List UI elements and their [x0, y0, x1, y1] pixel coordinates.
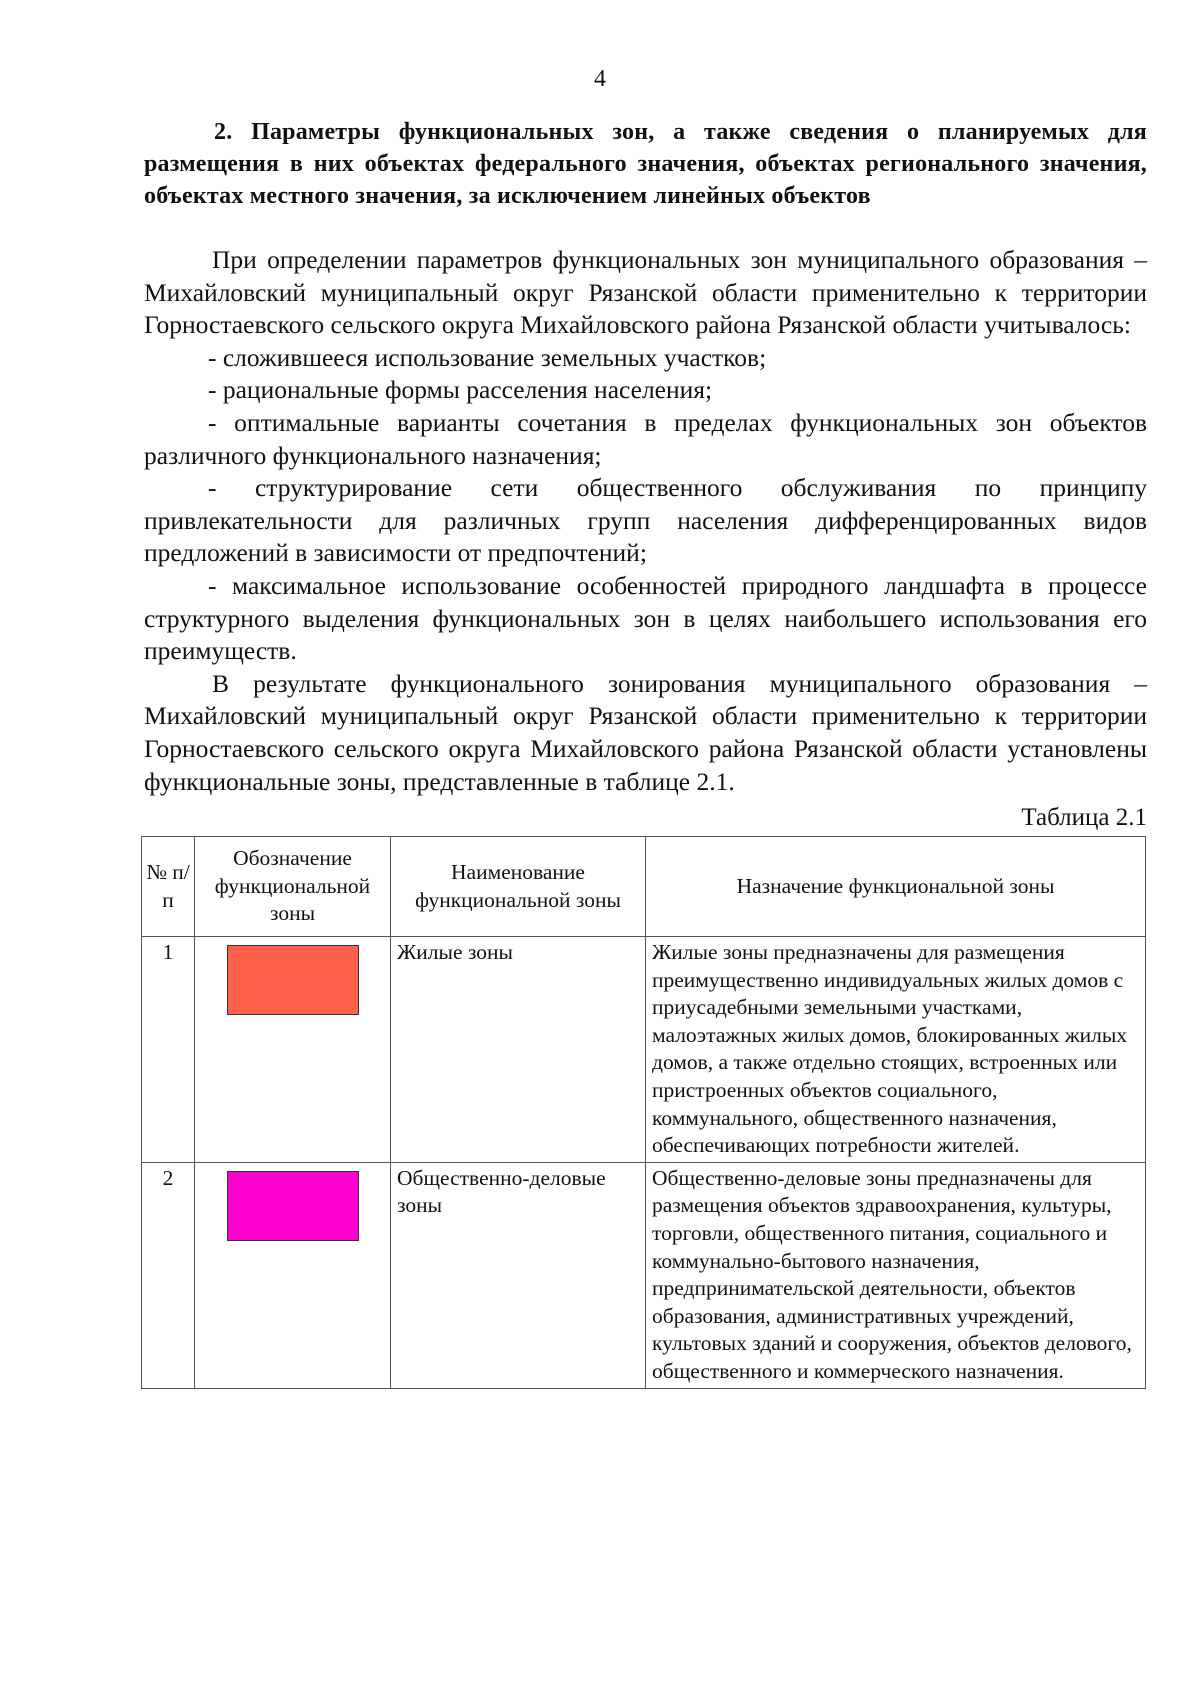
- row-number: 2: [142, 1162, 195, 1388]
- result-paragraph: В результате функционального зонирования муниципального образования – Михайловский муниципальный округ Рязанской области применительно к территории Горностаевского сельского округа Михайловского района Рязанской области установлены функциональные зоны, представленные в таблице 2.1.: [144, 668, 1147, 796]
- table-caption: Таблица 2.1: [1021, 804, 1147, 832]
- row-number: 1: [142, 937, 195, 1163]
- zone-name: Жилые зоны: [391, 937, 646, 1163]
- section-heading: 2. Параметры функциональных зон, а также сведения о планируемых для размещения в них объектах федерального значения, объектах регионального значения, объектах местного значения, за исключением линейных объектов: [144, 119, 1147, 209]
- list-item: - максимальное использование особенностей природного ландшафта в процессе структурного выделения функциональных зон в целях наибольшего использования его преимуществ.: [144, 570, 1147, 666]
- body-text: [144, 244, 1147, 798]
- list-item: - структурирование сети общественного обслуживания по принципу привлекательности для различных групп населения дифференцированных видов предложений в зависимости от предпочтений;: [144, 473, 1147, 568]
- header-name: Наименование функциональной зоны: [391, 837, 646, 937]
- list-item: - рациональные формы расселения населения;: [208, 375, 713, 405]
- residential-zone-swatch: [227, 945, 359, 1015]
- list-item: - сложившееся использование земельных участков;: [208, 342, 767, 372]
- symbol-cell: [195, 1162, 391, 1388]
- symbol-cell: [195, 937, 391, 1163]
- list-item: - оптимальные варианты сочетания в пределах функциональных зон объектов различного функционального назначения;: [144, 407, 1147, 470]
- zone-purpose: Общественно-деловые зоны предназначены для размещения объектов здравоохранения, культуры, торговли, общественного питания, социального и коммунально-бытового назначения, предпринимательской деятельности, объектов образования, административных учреждений, культовых зданий и сооружения, объектов делового, общественного и коммерческого назначения.: [646, 1162, 1146, 1388]
- header-purpose: Назначение функциональной зоны: [646, 837, 1146, 937]
- zone-name: Общественно-деловые зоны: [391, 1162, 646, 1388]
- functional-zones-table: [141, 836, 1146, 1389]
- intro-paragraph: При определении параметров функциональных зон муниципального образования – Михайловский муниципальный округ Рязанской области применительно к территории Горностаевского сельского округа Михайловского района Рязанской области учитывалось:: [144, 245, 1147, 340]
- page-content: [144, 116, 1147, 1389]
- business-zone-swatch: [227, 1171, 359, 1241]
- header-symbol: Обозначение функциональной зоны: [195, 837, 391, 937]
- table-row: [142, 1162, 1146, 1388]
- page-number: 4: [594, 66, 606, 92]
- table-header-row: [142, 837, 1146, 937]
- header-num: № п/п: [142, 837, 195, 937]
- table-row: [142, 937, 1146, 1163]
- zone-purpose: Жилые зоны предназначены для размещения преимущественно индивидуальных жилых домов с приусадебными земельными участками, малоэтажных жилых домов, блокированных жилых домов, а также отдельно стоящих, встроенных или пристроенных объектов социального, коммунального, общественного назначения, обеспечивающих потребности жителей.: [646, 937, 1146, 1163]
